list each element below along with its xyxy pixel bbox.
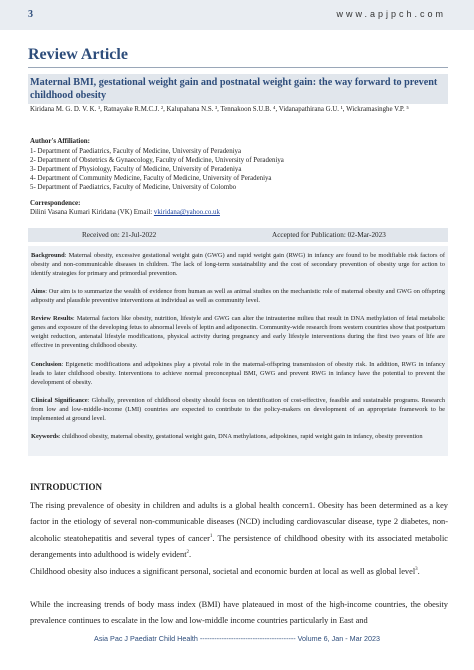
- conclusion-text: : Epigenetic modifications and adipokines play a pivotal role in the maternal-offspring transmission of obesity risk. In addition, RWG in infancy leads to later childhood obesity. Interventions to achieve normal preconceptual BMI, GWG and prevent RWG in infancy have the potential to prevent the development of obesity.: [31, 361, 445, 386]
- abstract-aims: [31, 288, 445, 306]
- correspondence-text: Dilini Vasana Kumari Kiridana (VK) Email:: [30, 209, 154, 216]
- intro-text: .: [189, 550, 192, 560]
- intro-paragraph: [30, 564, 448, 580]
- abstract-keywords: [31, 433, 445, 442]
- abstract-conclusion: [31, 361, 445, 388]
- page-footer: Asia Pac J Paediatr Child Health ---------------------------------------- Volume 6, Jan - Mar 2023: [94, 634, 380, 643]
- results-label: Review Results: [31, 315, 73, 322]
- section-heading: INTRODUCTION: [30, 482, 103, 492]
- divider: [28, 67, 448, 68]
- intro-text: While the increasing trends of body mass index (BMI) have plateaued in most of the high-income countries, the obesity prevalence continues to escalate in the low and low-middle income countries particularly in East and: [30, 600, 448, 626]
- intro-paragraph: [30, 498, 448, 564]
- conclusion-label: Conclusion: [31, 361, 62, 368]
- correspondence: [30, 209, 220, 216]
- article-type: Review Article: [28, 46, 128, 63]
- received-date: Received on: 21-Jul-2022: [82, 231, 157, 239]
- abstract-background: [31, 252, 445, 279]
- affiliation-item: 2- Department of Obstetrics & Gynaecology, Faculty of Medicine, University of Peradeniya: [30, 157, 284, 164]
- citation: 3: [415, 567, 418, 573]
- email-link[interactable]: vkiridana@yahoo.co.uk: [153, 209, 220, 216]
- keywords-label: Keywords: [31, 433, 59, 440]
- intro-text: .: [417, 567, 420, 576]
- intro-text: Childhood obesity also induces a significant personal, societal and economic burden at local as well as global level: [30, 567, 416, 576]
- correspondence-heading: Correspondence:: [30, 200, 81, 207]
- affiliation-item: 4- Department of Community Medicine, Faculty of Medicine, University of Peradeniya: [30, 175, 272, 182]
- page-number: 3: [28, 9, 33, 20]
- authors: Kiridana M. G. D. V. K. ¹, Ratnayake R.M.C.J. ², Kalupahana N.S. ³, Tennakoon S.U.B. ⁴, Vidanapathirana G.U. ¹, Wickramasinghe V.P. ⁵: [30, 106, 409, 113]
- aims-text: : Our aim is to summarize the wealth of evidence from human as well as animal studies on the mechanistic role of maternal obesity and GWG on offspring adiposity and plausible preventive interventions at individual as well as community level.: [31, 288, 445, 304]
- citation: 2: [186, 550, 190, 556]
- results-text: : Maternal factors like obesity, nutrition, lifestyle and GWG can alter the intrauterine milieu that result in DNA methylation of fetal metabolic genes and exposure of the developing fetus to abnormal levels of leptin and adiponectin. Community-wide research from western countries show that postpartum weight reduction, antenatal lifestyle modifications, physical activity during pregnancy and early lifestyle interventions during the first two years of life are effective in preventing childhood obesity.: [31, 315, 445, 349]
- intro-text: The rising prevalence of obesity in children and adults is a global health concern1. Obesity has been determined as a key factor in the etiology of several non-communicable diseases (NCD) including cardiovascular disease, type 2 diabetes, non-alcoholic steatohepatitis and several types of cancer: [30, 501, 448, 543]
- significance-label: Clinical Significance: [31, 397, 88, 404]
- keywords-text: : childhood obesity, maternal obesity, gestational weight gain, DNA methylations, adipokines, rapid weight gain in infancy, obesity prevention: [58, 433, 423, 440]
- affiliation-list: [30, 147, 430, 192]
- abstract-significance: [31, 397, 445, 424]
- abstract-results: [31, 315, 445, 351]
- intro-paragraph: [30, 597, 448, 630]
- aims-label: Aims: [31, 288, 46, 295]
- background-label: Background: [31, 252, 65, 259]
- significance-text: : Globally, prevention of childhood obesity should focus on identification of cost-effective, feasible and sustainable programs. Research from low and low-middle-income (LMI) countries are expected to contribute to the policy-makers on development of an appropriate framework to be implemented at ground level.: [31, 397, 445, 422]
- affiliation-heading: Author's Affiliation:: [30, 138, 90, 145]
- website-link[interactable]: www.apjpch.com: [336, 9, 446, 19]
- article-title: Maternal BMI, gestational weight gain and postnatal weight gain: the way forward to prevent childhood obesity: [30, 77, 438, 101]
- background-text: : Maternal obesity, excessive gestational weight gain (GWG) and rapid weight gain (RWG) in infancy are found to be modifiable risk factors of obesity and non-communicable diseases in children. The lack of long-term sustainability and the cost of secondary prevention of obesity urge for action to identify strategies for primary and primordial prevention.: [31, 252, 445, 277]
- accepted-date: Accepted for Publication: 02-Mar-2023: [272, 231, 386, 239]
- affiliation-item: 1- Department of Paediatrics, Faculty of Medicine, University of Peradeniya: [30, 148, 242, 155]
- citation: 1: [209, 534, 213, 540]
- affiliation-item: 5- Department of Paediatrics, Faculty of Medicine, University of Colombo: [30, 184, 237, 191]
- intro-text: . The persistence of childhood obesity with its associated metabolic derangements into adulthood is widely evident: [30, 533, 448, 560]
- affiliation-item: 3- Department of Physiology, Faculty of Medicine, University of Peradeniya: [30, 166, 242, 173]
